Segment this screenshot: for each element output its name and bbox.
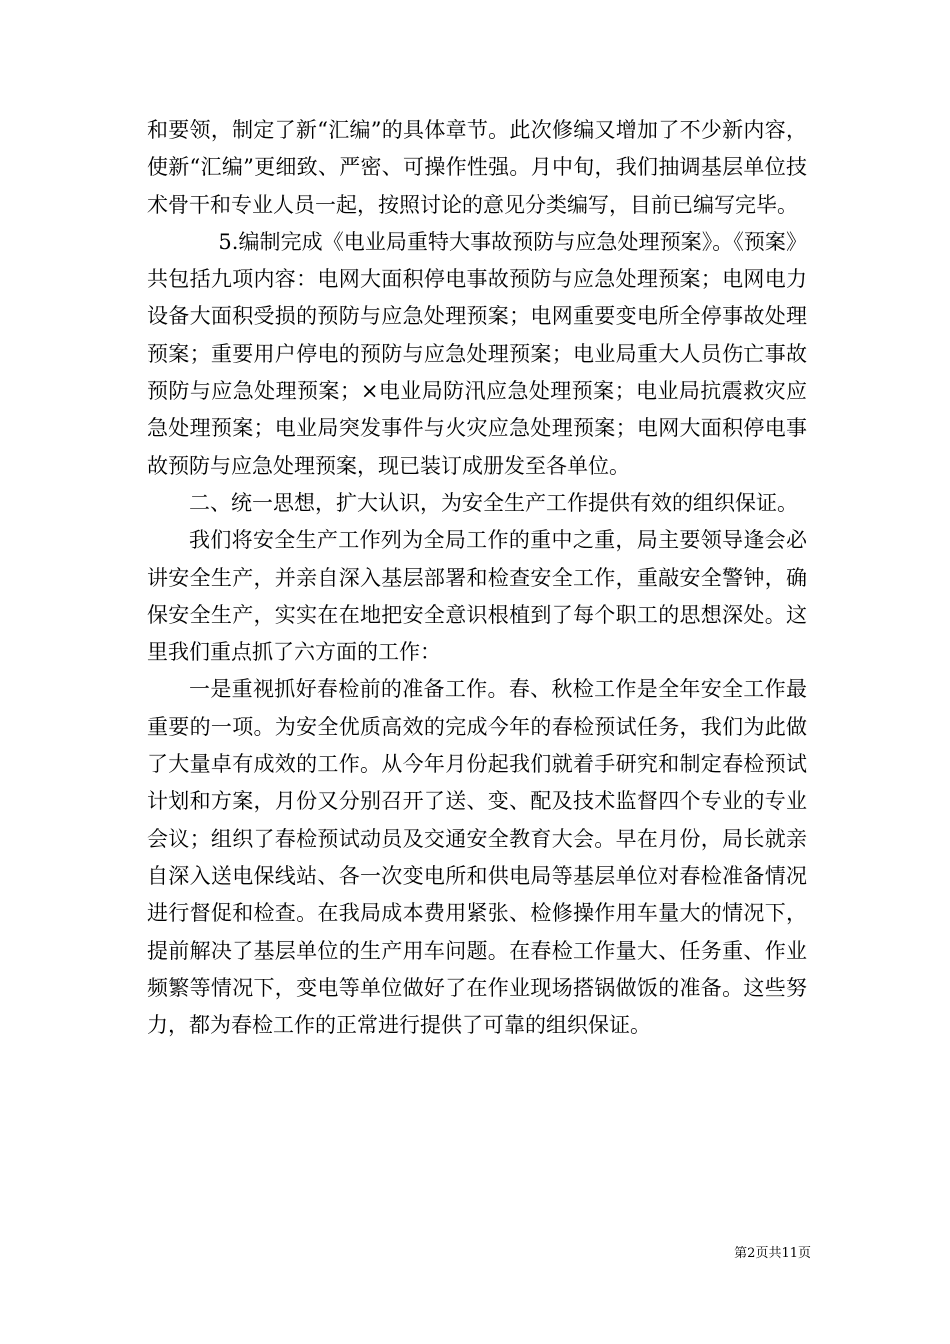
page-number: 第2页共11页 [734, 1246, 811, 1261]
paragraph-spring-inspection: 一是重视抓好春检前的准备工作。春、秋检工作是全年安全工作最重要的一项。为安全优质高效的完成今年的春检预试任务，我们为此做了大量卓有成效的工作。从今年月份起我们就着手研究和制定春检预试计划和方案，月份又分别召开了送、变、配及技术监督四个专业的专业会议；组织了春检预试动员及交通安全教育大会。早在月份，局长就亲自深入送电保线站、各一次变电所和供电局等基层单位对春检准备情况进行督促和检查。在我局成本费用紧张、检修操作用车量大的情况下，提前解决了基层单位的生产用车问题。在春检工作量大、任务重、作业频繁等情况下，变电等单位做好了在作业现场搭锅做饭的准备。这些努力，都为春检工作的正常进行提供了可靠的组织保证。 [147, 677, 807, 1038]
document-body [147, 112, 807, 1044]
paragraph-continuation: 和要领，制定了新“汇编”的具体章节。此次修编又增加了不少新内容，使新“汇编”更细致、严密、可操作性强。月中旬，我们抽调基层单位技术骨干和专业人员一起，按照讨论的意见分类编写，目前已编写完毕。 [147, 118, 807, 217]
section-heading-2: 二、统一思想，扩大认识，为安全生产工作提供有效的组织保证。 [189, 490, 798, 515]
paragraph-item-5: 5.编制完成《电业局重特大事故预防与应急处理预案》。《预案》共包括九项内容：电网大面积停电事故预防与应急处理预案；电网电力设备大面积受损的预防与应急处理预案；电网重要变电所全停事故处理预案；重要用户停电的预防与应急处理预案；电业局重大人员伤亡事故预防与应急处理预案；×电业局防汛应急处理预案；电业局抗震救灾应急处理预案；电业局突发事件与火灾应急处理预案；电网大面积停电事故预防与应急处理预案，现已装订成册发至各单位。 [147, 229, 807, 478]
paragraph-safety-priority: 我们将安全生产工作列为全局工作的重中之重，局主要领导逢会必讲安全生产，并亲自深入基层部署和检查安全工作，重敲安全警钟，确保安全生产，实实在在地把安全意识根植到了每个职工的思想深处。这里我们重点抓了六方面的工作： [147, 528, 807, 665]
